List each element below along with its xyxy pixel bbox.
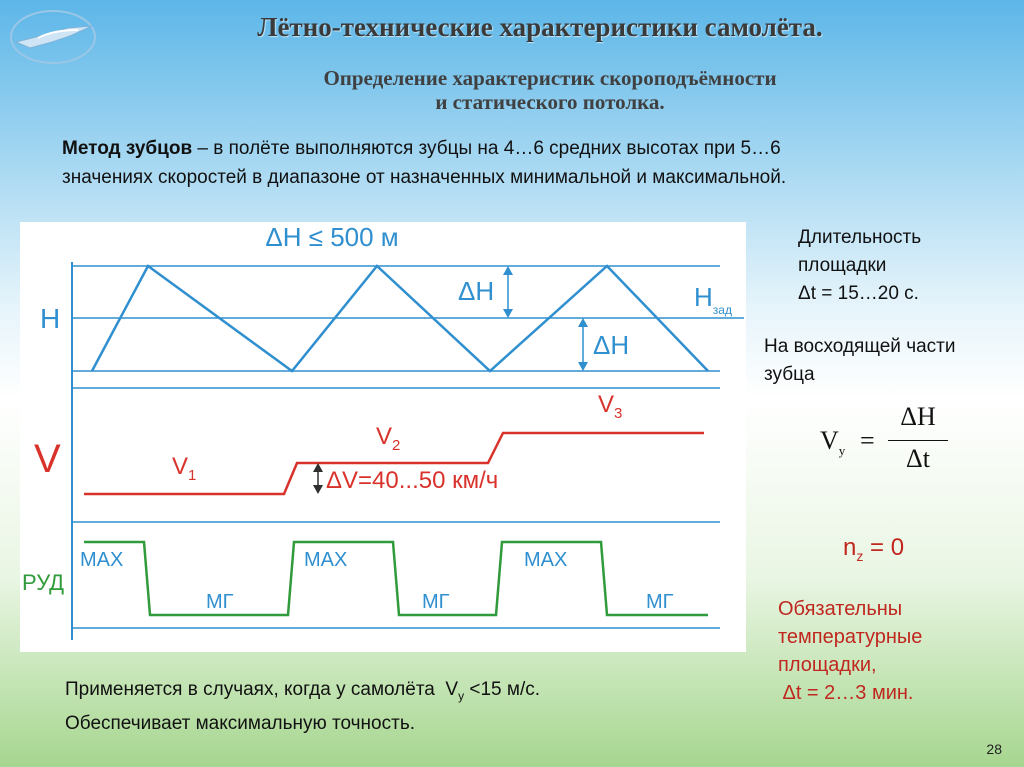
ascending-line-2: зубца	[764, 364, 815, 385]
subtitle-line-2: и статического потолка.	[435, 90, 665, 114]
temperature-line-3: площадки,	[778, 654, 877, 676]
duration-line-3: Δt = 15…20 с.	[798, 283, 919, 304]
max-label-1: MAX	[80, 549, 124, 571]
formula-equals: =	[860, 426, 875, 455]
subtitle-line-1: Определение характеристик скороподъёмности	[323, 66, 777, 90]
duration-line-2: площадки	[798, 255, 887, 276]
delta-h-label-2: ΔH	[593, 330, 630, 360]
temperature-line-2: температурные	[778, 626, 923, 648]
delta-h-limit-label: ΔH ≤ 500 м	[265, 222, 399, 252]
load-factor-note: $n_z = 0$	[843, 534, 905, 564]
duration-note	[798, 224, 1008, 308]
formula-numerator: ΔH	[900, 402, 936, 431]
throttle-step-line	[84, 542, 708, 615]
intro-line-2: значениях скоростей в диапазоне от назначенных минимальной и максимальной.	[62, 167, 787, 188]
climb-rate-formula	[820, 402, 950, 482]
page-title: Лётно-технические характеристики самолёта.	[257, 12, 823, 42]
duration-line-1: Длительность	[798, 227, 922, 248]
max-label-3: MAX	[524, 549, 568, 571]
temperature-line-4: Δt = 2…3 мин.	[778, 682, 914, 704]
intro-paragraph	[62, 134, 982, 192]
bottom-line-1: Применяется в случаях, когда у самолёта $V_y <15$ м/с.	[65, 679, 541, 703]
delta-h-label-1: ΔH	[458, 276, 495, 306]
max-label-2: MAX	[304, 549, 348, 571]
formula-denominator: Δt	[906, 444, 930, 473]
v3-label: $V_3$	[598, 391, 623, 422]
page-number: 28	[986, 741, 1002, 757]
airline-logo	[8, 8, 98, 66]
sawtooth-diagram	[20, 222, 746, 652]
delta-h-arrow-2-bottom-head	[578, 362, 588, 371]
v2-label: $V_2$	[376, 423, 401, 454]
temperature-note	[778, 595, 1008, 707]
speed-axis-label: V	[34, 437, 61, 481]
bottom-note	[65, 676, 765, 738]
idle-label-3: МГ	[646, 591, 674, 613]
delta-h-arrow-1-bottom-head	[503, 309, 513, 318]
formula-lhs: $V_y$	[820, 426, 846, 459]
altitude-axis-label: H	[40, 303, 61, 334]
bottom-line-2: Обеспечивает максимальную точность.	[65, 712, 415, 734]
ascending-line-1: На восходящей части	[764, 336, 956, 357]
ascending-note	[764, 333, 1014, 389]
temperature-line-1: Обязательны	[778, 598, 903, 620]
delta-v-label: ΔV=40...50 км/ч	[326, 467, 499, 494]
delta-h-arrow-2-top-head	[578, 318, 588, 327]
fraction-bar	[888, 440, 948, 441]
intro-line-1: – в полёте выполняются зубцы на 4…6 средних высотах при 5…6	[192, 138, 781, 159]
v1-label: $V_1$	[172, 453, 197, 484]
idle-label-1: МГ	[206, 591, 234, 613]
set-altitude-label: $H_{зад}$	[694, 282, 732, 317]
idle-label-2: МГ	[422, 591, 450, 613]
method-term: Метод зубцов	[62, 138, 193, 159]
delta-v-arrow-bottom-head	[313, 485, 323, 494]
delta-h-arrow-1-top-head	[503, 266, 513, 275]
delta-v-arrow-top-head	[313, 463, 323, 472]
page-subtitle	[210, 66, 890, 114]
throttle-axis-label: РУД	[22, 570, 65, 595]
